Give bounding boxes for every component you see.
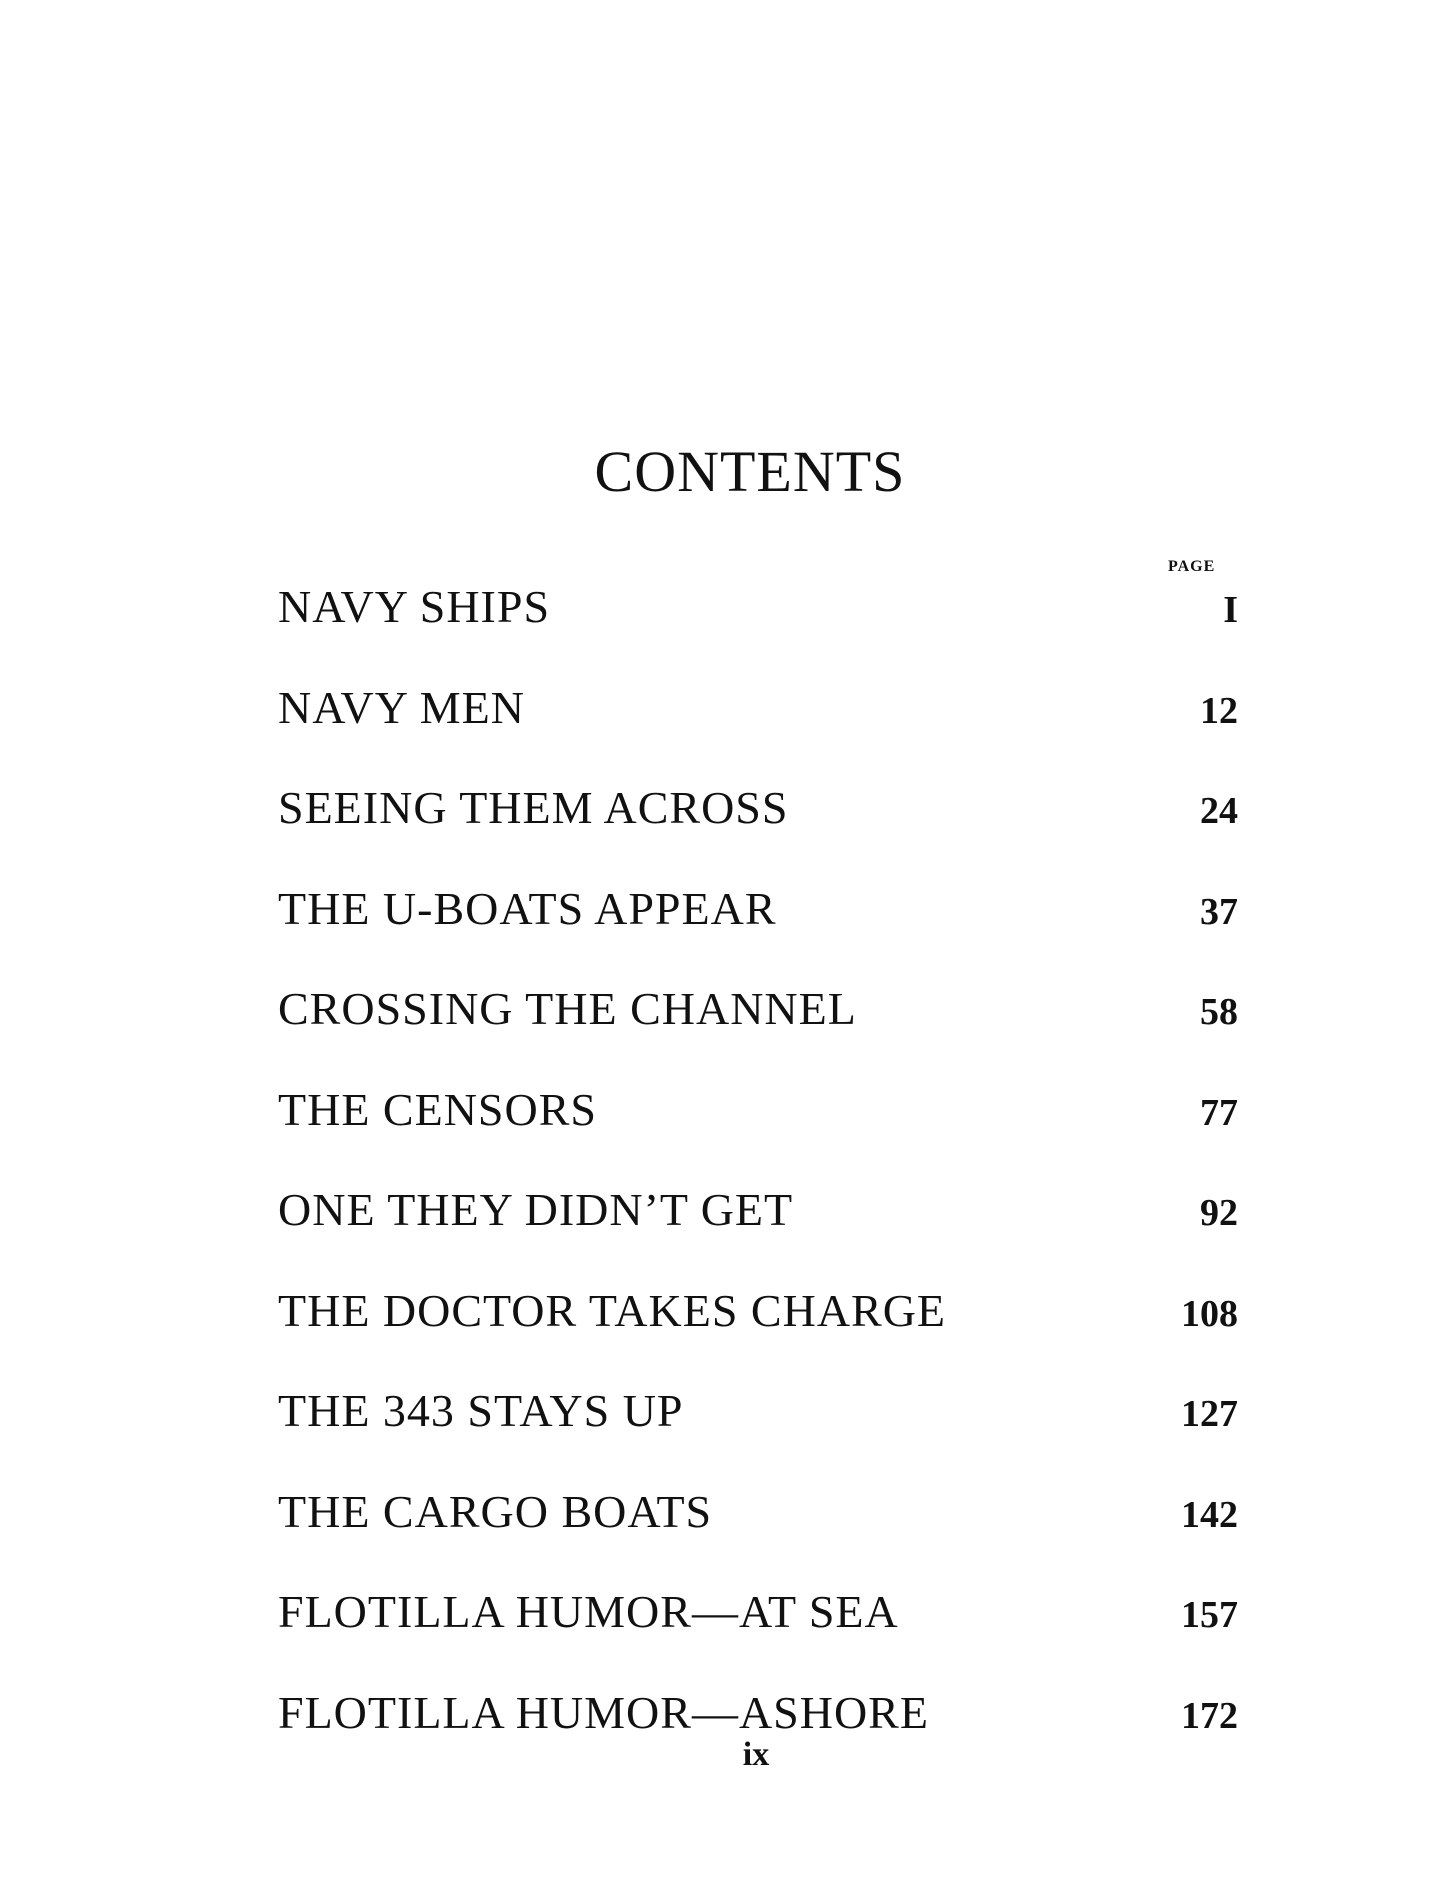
toc-entry [278, 671, 1238, 772]
toc-entry [278, 1475, 1238, 1576]
toc-entry-title: FLOTILLA HUMOR—ASHORE [278, 1686, 929, 1738]
toc-entry [278, 1073, 1238, 1174]
toc-entry-page: 92 [1200, 1192, 1238, 1234]
page-number: ix [742, 1736, 770, 1773]
toc-entry-page: 12 [1200, 689, 1238, 732]
toc-entry [278, 1173, 1238, 1274]
toc-entry-title: ONE THEY DIDN’T GET [278, 1184, 794, 1235]
toc-entry-title: NAVY MEN [278, 681, 525, 733]
toc-entry-page: 108 [1181, 1292, 1238, 1335]
toc-entry [278, 570, 1238, 671]
toc-entry [278, 1374, 1238, 1475]
toc-entry-title: THE CARGO BOATS [278, 1485, 713, 1537]
toc-entry-page: 58 [1200, 991, 1238, 1033]
toc-entry-page: 37 [1200, 890, 1238, 933]
toc-entry-page: 77 [1200, 1091, 1238, 1134]
toc-entry-title: THE CENSORS [278, 1083, 597, 1135]
page-title: CONTENTS [594, 439, 906, 504]
toc-entry [278, 1274, 1238, 1375]
table-of-contents [278, 570, 1238, 1776]
toc-entry [278, 771, 1238, 872]
toc-entry-title: FLOTILLA HUMOR—AT SEA [278, 1586, 899, 1637]
toc-entry-title: THE 343 STAYS UP [278, 1385, 684, 1436]
toc-entry-page: 142 [1181, 1493, 1238, 1536]
toc-entry [278, 972, 1238, 1073]
page-column-label: PAGE [1168, 558, 1216, 575]
toc-entry-title: NAVY SHIPS [278, 581, 551, 632]
toc-entry-title: THE U-BOATS APPEAR [278, 882, 777, 934]
toc-entry [278, 872, 1238, 973]
toc-entry-page: I [1223, 589, 1238, 631]
toc-entry-page: 157 [1181, 1594, 1238, 1636]
toc-entry-page: 172 [1181, 1694, 1238, 1737]
toc-entry-page: 127 [1181, 1393, 1238, 1435]
toc-entry-title: CROSSING THE CHANNEL [278, 983, 857, 1034]
toc-entry [278, 1575, 1238, 1676]
toc-entry-title: THE DOCTOR TAKES CHARGE [278, 1284, 947, 1336]
toc-entry-page: 24 [1200, 790, 1238, 832]
toc-entry-title: SEEING THEM ACROSS [278, 782, 789, 833]
